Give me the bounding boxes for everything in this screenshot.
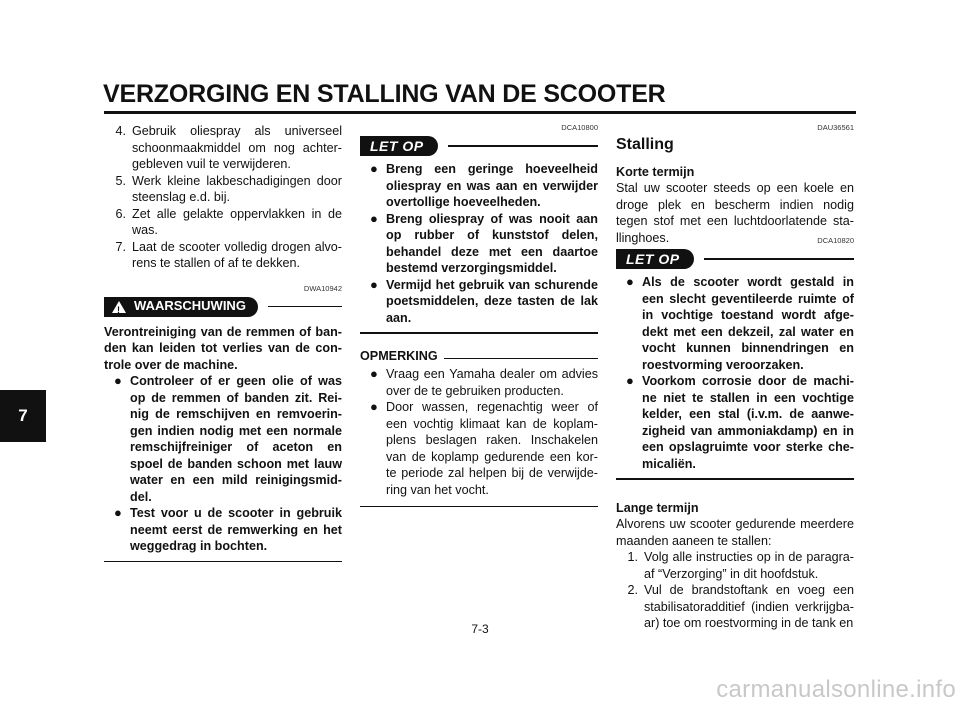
divider — [104, 561, 342, 563]
bullet-icon: ● — [626, 274, 634, 289]
step-number: 2. — [627, 583, 638, 597]
header-rule — [104, 111, 856, 114]
divider — [616, 478, 854, 480]
list-item — [104, 206, 342, 239]
caution-badge: LET OP — [616, 249, 694, 269]
subsection-title: Lange termijn — [616, 500, 699, 515]
divider — [268, 306, 342, 308]
list-item — [616, 274, 854, 373]
divider — [360, 506, 598, 507]
step-text: Gebruik oliespray als universeel schoonmaakmiddel om nog achter- gebleven vuil te verwijderen. — [132, 124, 342, 171]
bullet-icon: ● — [370, 399, 378, 414]
step-text: Vul de brandstoftank en voeg een stabilisatoradditief (indien verkrijgba- ar) toe om roestvorming in de tank en — [644, 583, 854, 630]
warning-label: WAARSCHUWING — [134, 298, 246, 314]
chapter-tab: 7 — [0, 390, 46, 442]
bullet-text: Test voor u de scooter in gebruik neemt eerst de remwerking en het weggedrag in bochten. — [130, 506, 342, 553]
caution-badge: LET OP — [360, 136, 438, 156]
list-item — [616, 373, 854, 472]
caution-header — [616, 248, 854, 270]
reference-code: DWA10942 — [303, 283, 342, 293]
warning-triangle-icon — [112, 301, 126, 313]
list-item — [360, 211, 598, 277]
bullet-text: Vermijd het gebruik van schurende poetsmiddelen, deze tasten de lak aan. — [386, 277, 598, 325]
divider — [444, 358, 598, 359]
column-1 — [104, 123, 342, 562]
reference-code: DCA10820 — [817, 236, 854, 245]
note-label: OPMERKING — [360, 348, 438, 363]
bullet-text: Door wassen, regenachtig weer of een vochtig klimaat kan de koplam- plens beslagen raken. Inschakelen van de koplamp gedurende een kor- te periode zal helpen bij de verwijde- ring van het vocht. — [386, 400, 598, 497]
bullet-icon: ● — [370, 210, 378, 226]
list-item — [360, 399, 598, 498]
section-title: Stalling — [616, 136, 674, 153]
subsection-title: Korte termijn — [616, 164, 695, 179]
bullet-text: Breng oliespray of was nooit aan op rubber of kunststof delen, behandel deze met een daartoe bestemd verzorgingsmiddel. — [386, 211, 598, 275]
watermark: carmanualsonline.info — [716, 676, 956, 703]
list-item — [616, 549, 854, 582]
list-item — [360, 366, 598, 399]
step-text: Werk kleine lakbeschadigingen door steenslag e.d. bij. — [132, 173, 342, 204]
bullet-icon: ● — [370, 161, 378, 176]
warning-header — [104, 296, 342, 318]
warning-badge — [104, 297, 258, 317]
step-text: Laat de scooter volledig drogen alvo- rens te stallen of af te dekken. — [132, 239, 342, 270]
list-item — [104, 373, 342, 505]
paragraph: Stal uw scooter steeds op een koele en droge plek en bescherm indien nodig tegen stof met een luchtdoorlatende sta- llinghoes. — [616, 181, 854, 245]
column-2 — [360, 123, 598, 507]
step-number: 4. — [115, 124, 126, 138]
paragraph: Alvorens uw scooter gedurende meerdere maanden aaneen te stallen: — [616, 517, 854, 548]
reference-code: DCA10800 — [561, 123, 598, 132]
list-item — [104, 239, 342, 272]
bullet-text: Voorkom corrosie door de machi- ne niet te stallen in een vochtige kelder, een stal (i.v.m. de aanwe- zigheid van ammoniakdamp) en in een opslagruimte voor sterke che- micaliën. — [642, 374, 854, 471]
bullet-text: Als de scooter wordt gestald in een slecht geventileerde ruimte of in vochtige toestand wordt afge- dekt met een dekzeil, zal water en vocht kunnen binnendringen en roestvorming veroorzaken. — [642, 275, 854, 372]
note-header — [360, 348, 598, 365]
bullet-icon: ● — [370, 366, 378, 381]
step-text: Zet alle gelakte oppervlakken in de was. — [132, 206, 342, 237]
list-item — [104, 123, 342, 173]
divider — [360, 332, 598, 334]
divider — [448, 145, 598, 147]
list-item — [360, 277, 598, 327]
reference-code: DAU36561 — [817, 123, 854, 132]
divider — [704, 258, 854, 260]
list-item — [360, 161, 598, 211]
step-number: 5. — [115, 173, 126, 188]
step-number: 6. — [115, 206, 126, 221]
bullet-text: Breng een geringe hoeveelheid oliespray en was aan en verwijder overtollige hoeveelheden. — [386, 162, 598, 209]
step-text: Volg alle instructies op in de paragra- af “Verzorging” in dit hoofdstuk. — [644, 550, 854, 581]
bullet-icon: ● — [626, 373, 634, 388]
column-3 — [616, 123, 854, 632]
bullet-text: Controleer of er geen olie of was op de remmen of banden zit. Rei- nig de remschijven en remvoerin- gen indien nodig met een normale remschijfreiniger of aceton en spoel de banden schoon met lauw water en een mild reinigingsmid- del. — [130, 374, 342, 504]
caution-header — [360, 135, 598, 157]
bullet-icon: ● — [114, 373, 122, 388]
page-title: VERZORGING EN STALLING VAN DE SCOOTER — [103, 80, 666, 108]
page-number: 7-3 — [471, 622, 489, 636]
bullet-text: Vraag een Yamaha dealer om advies over de te gebruiken producten. — [386, 367, 598, 398]
step-number: 1. — [627, 550, 638, 564]
warning-intro: Verontreiniging van de remmen of ban- den kan leiden tot verlies van de con- trole over de machine. — [104, 324, 342, 372]
step-number: 7. — [115, 239, 126, 254]
list-item — [104, 173, 342, 206]
bullet-icon: ● — [370, 276, 378, 292]
list-item — [104, 505, 342, 555]
bullet-icon: ● — [114, 505, 122, 520]
